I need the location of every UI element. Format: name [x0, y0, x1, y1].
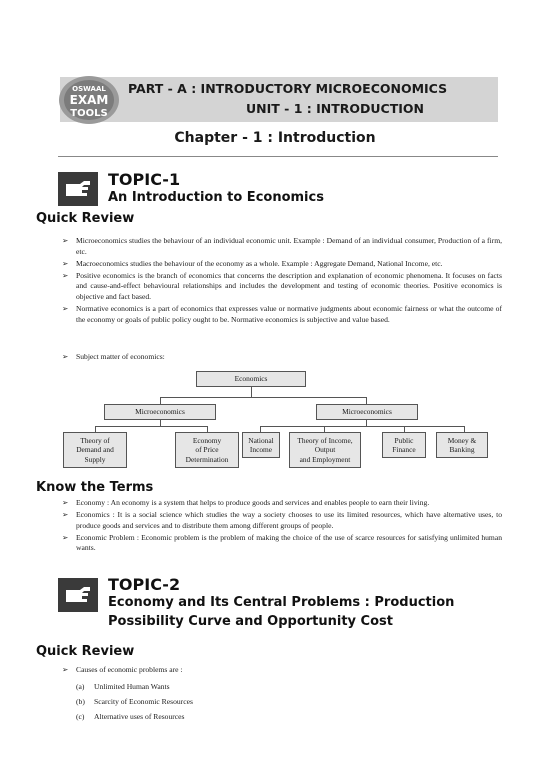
connector	[366, 397, 367, 404]
svg-text:EXAM: EXAM	[69, 93, 109, 107]
list-item: ➢ Normative economics is a part of economics that expresses value or normative judgments about economic fairness or what the outcome of the economy or goals of public policy ought to be. Normative economics is subjective and value based.	[62, 304, 502, 325]
list-item: ➢ Economics : It is a social science which studies the way a society chooses to use its limited resources, which have alternative uses, to produce goods and services and to distribute them among different groups of people.	[62, 510, 502, 531]
diagram-leaf-money-banking: Money & Banking	[436, 432, 488, 458]
list-item: ➢ Subject matter of economics:	[62, 352, 502, 363]
causes-intro	[62, 665, 502, 677]
list-item: ➢ Economy : An economy is a system that helps to produce goods and services and enables people to earn their living.	[62, 498, 502, 509]
know-the-terms-heading: Know the Terms	[36, 480, 154, 495]
topic-1-subtitle: An Introduction to Economics	[108, 190, 324, 205]
know-the-terms-list	[62, 498, 502, 555]
list-item: (c) Alternative uses of Resources	[76, 712, 185, 721]
topic-1-label: TOPIC-1	[108, 170, 181, 189]
topic-2-subtitle-line-1: Economy and Its Central Problems : Production	[108, 595, 455, 610]
chapter-title: Chapter - 1 : Introduction	[174, 130, 376, 146]
list-item: ➢ Causes of economic problems are :	[62, 665, 502, 676]
diagram-leaf-national-income: National Income	[242, 432, 280, 458]
pen-hand-icon	[58, 172, 98, 206]
quick-review-heading: Quick Review	[36, 211, 135, 226]
connector	[251, 387, 252, 397]
topic-2-subtitle-line-2: Possibility Curve and Opportunity Cost	[108, 614, 393, 629]
connector	[160, 397, 161, 404]
economics-tree-diagram	[60, 366, 490, 476]
diagram-leaf-demand-supply: Theory of Demand and Supply	[63, 432, 127, 468]
quick-review-heading-2: Quick Review	[36, 644, 135, 659]
diagram-node-macro: Microeconomics	[316, 404, 418, 420]
connector	[95, 426, 207, 427]
diagram-leaf-public-finance: Public Finance	[382, 432, 426, 458]
list-item: ➢ Economic Problem : Economic problem is the problem of making the choice of the use of scarce resources for satisfying unlimited human wants.	[62, 533, 502, 554]
list-item: (b) Scarcity of Economic Resources	[76, 697, 193, 706]
diagram-leaf-income-output: Theory of Income, Output and Employment	[289, 432, 361, 468]
list-item: ➢ Microeconomics studies the behaviour of an individual economic unit. Example : Demand of an individual consumer, Production of a firm, etc.	[62, 236, 502, 257]
causes-list	[62, 679, 193, 724]
diagram-leaf-price-determination: Economy of Price Determination	[175, 432, 239, 468]
divider	[58, 156, 498, 157]
list-item: (a) Unlimited Human Wants	[76, 682, 170, 691]
quick-review-list	[62, 236, 502, 327]
svg-text:OSWAAL: OSWAAL	[72, 85, 106, 93]
connector	[160, 397, 366, 398]
diagram-node-root: Economics	[196, 371, 306, 387]
svg-text:TOOLS: TOOLS	[70, 108, 108, 119]
diagram-node-micro: Microeconomics	[104, 404, 216, 420]
connector	[260, 426, 464, 427]
pen-hand-icon	[58, 578, 98, 612]
unit-title: UNIT - 1 : INTRODUCTION	[246, 101, 424, 116]
part-title: PART - A : INTRODUCTORY MICROECONOMICS	[128, 81, 448, 96]
subject-matter-list	[62, 352, 502, 364]
topic-2-label: TOPIC-2	[108, 575, 181, 594]
list-item: ➢ Positive economics is the branch of economics that concerns the description and explanation of economic phenomena. It focuses on facts and cause-and-effect behavioural relationships and includes the development and testing of economic theories. Positive economics is objective and fact based.	[62, 271, 502, 303]
oswaal-exam-tools-logo	[55, 72, 127, 128]
list-item: ➢ Macroeconomics studies the behaviour of the economy as a whole. Example : Aggregate Demand, National Income, etc.	[62, 259, 502, 270]
